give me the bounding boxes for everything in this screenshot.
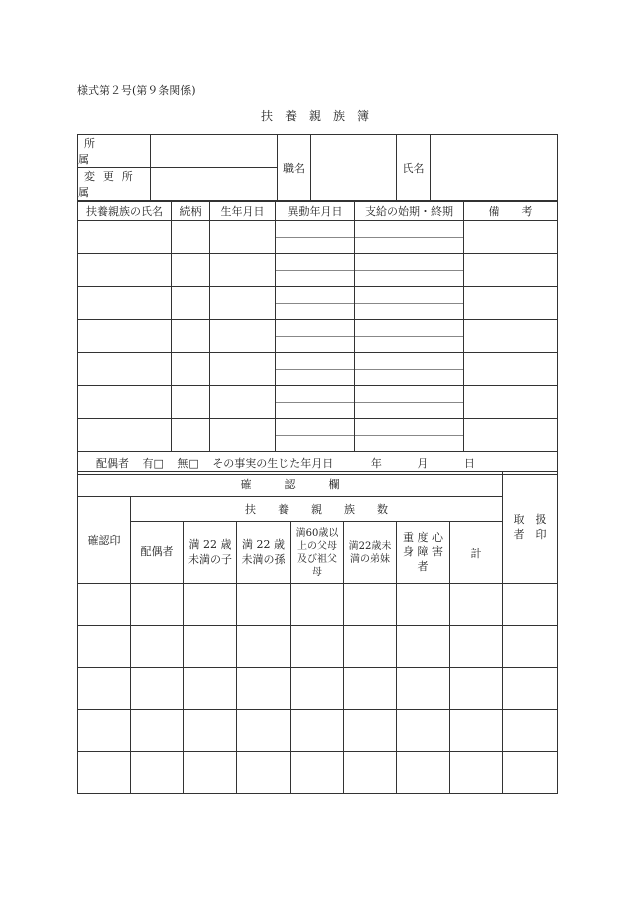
relationship-cell[interactable]	[172, 320, 210, 353]
dependent-name-cell[interactable]	[78, 254, 172, 287]
change-date-cell[interactable]	[276, 254, 355, 287]
relationship-cell[interactable]	[172, 386, 210, 419]
confirmation-cell[interactable]	[131, 752, 184, 794]
dotted-divider	[355, 287, 463, 304]
dependent-name-cell[interactable]	[78, 287, 172, 320]
form-title: 扶 養 親 族 簿	[260, 109, 369, 123]
dependent-name-cell[interactable]	[78, 419, 172, 452]
confirmation-cell[interactable]	[237, 668, 291, 710]
payment-period-cell[interactable]	[355, 320, 464, 353]
confirmation-cell[interactable]	[237, 584, 291, 626]
dependent-name-cell[interactable]	[78, 221, 172, 254]
spouse-label: 配偶者	[96, 457, 129, 470]
payment-period-cell[interactable]	[355, 287, 464, 320]
confirmation-cell[interactable]	[450, 584, 503, 626]
dotted-divider	[355, 254, 463, 271]
count-col-siblings: 満22歳未 満の弟妹	[344, 522, 397, 584]
confirmation-cell[interactable]	[78, 710, 131, 752]
dependent-row	[78, 386, 558, 419]
confirmation-cell[interactable]	[184, 626, 237, 668]
col-birth-date: 生年月日	[210, 202, 276, 221]
count-col-total: 計	[450, 522, 503, 584]
confirmation-cell[interactable]	[344, 710, 397, 752]
remarks-cell[interactable]	[464, 221, 558, 254]
confirmation-cell[interactable]	[450, 710, 503, 752]
birth-date-cell[interactable]	[210, 254, 276, 287]
job-title-field[interactable]	[311, 135, 397, 201]
count-header-row	[78, 522, 558, 584]
remarks-cell[interactable]	[464, 419, 558, 452]
payment-period-cell[interactable]	[355, 419, 464, 452]
relationship-cell[interactable]	[172, 254, 210, 287]
dotted-divider	[276, 320, 354, 337]
dependents-header-row	[78, 202, 558, 221]
remarks-cell[interactable]	[464, 287, 558, 320]
dependent-name-cell[interactable]	[78, 386, 172, 419]
confirmation-cell[interactable]	[184, 584, 237, 626]
birth-date-cell[interactable]	[210, 419, 276, 452]
confirmation-cell[interactable]	[237, 710, 291, 752]
change-date-cell[interactable]	[276, 287, 355, 320]
col-dependent-name: 扶養親族の氏名	[78, 202, 172, 221]
change-date-cell[interactable]	[276, 221, 355, 254]
count-col-parents: 満60歳以 上の父母 及び祖父 母	[291, 522, 344, 584]
confirmation-cell[interactable]	[450, 626, 503, 668]
payment-period-cell[interactable]	[355, 353, 464, 386]
confirmation-cell[interactable]	[291, 752, 344, 794]
confirmation-table	[77, 471, 558, 794]
remarks-cell[interactable]	[464, 254, 558, 287]
col-remarks: 備 考	[464, 202, 558, 221]
change-date-cell[interactable]	[276, 386, 355, 419]
confirmation-cell[interactable]	[450, 752, 503, 794]
handler-stamp-label: 取 扱 者 印	[503, 472, 558, 584]
birth-date-cell[interactable]	[210, 221, 276, 254]
confirmation-cell[interactable]	[78, 752, 131, 794]
job-title-label: 職名	[278, 135, 311, 201]
birth-date-cell[interactable]	[210, 320, 276, 353]
confirmation-row	[78, 668, 558, 710]
change-date-cell[interactable]	[276, 353, 355, 386]
birth-date-cell[interactable]	[210, 287, 276, 320]
dependents-table	[77, 201, 558, 475]
dotted-divider	[276, 419, 354, 436]
name-field[interactable]	[431, 135, 558, 201]
confirmation-cell[interactable]	[291, 584, 344, 626]
count-col-disabled: 重 度 心 身 障 害 者	[397, 522, 450, 584]
confirmation-cell[interactable]	[397, 752, 450, 794]
spouse-yes-checkbox[interactable]: 有□	[142, 457, 164, 470]
confirmation-cell[interactable]	[291, 668, 344, 710]
payment-period-cell[interactable]	[355, 254, 464, 287]
confirmation-cell[interactable]	[184, 668, 237, 710]
confirmation-cell[interactable]	[131, 710, 184, 752]
payment-period-cell[interactable]	[355, 221, 464, 254]
confirmation-row	[78, 752, 558, 794]
confirmation-cell[interactable]	[78, 626, 131, 668]
confirmation-cell[interactable]	[131, 668, 184, 710]
col-payment-period: 支給の始期・終期	[355, 202, 464, 221]
confirmation-row	[78, 626, 558, 668]
dependent-row	[78, 419, 558, 452]
confirmation-cell[interactable]	[291, 710, 344, 752]
confirmation-cell[interactable]	[344, 584, 397, 626]
count-col-grandchildren: 満 22 歳 未満の孫	[237, 522, 291, 584]
spouse-month-label: 月	[417, 457, 429, 470]
confirmation-cell[interactable]	[503, 668, 558, 710]
confirmation-cell[interactable]	[503, 752, 558, 794]
confirmation-cell[interactable]	[237, 752, 291, 794]
confirmation-row	[78, 710, 558, 752]
remarks-cell[interactable]	[464, 320, 558, 353]
confirmation-stamp-label: 確認印	[78, 497, 131, 584]
confirmation-cell[interactable]	[397, 584, 450, 626]
confirmation-cell[interactable]	[450, 668, 503, 710]
confirmation-cell[interactable]	[131, 584, 184, 626]
confirmation-cell[interactable]	[184, 710, 237, 752]
name-label: 氏名	[397, 135, 431, 201]
relationship-cell[interactable]	[172, 353, 210, 386]
change-date-cell[interactable]	[276, 320, 355, 353]
dependent-name-cell[interactable]	[78, 320, 172, 353]
changed-affiliation-field[interactable]	[151, 168, 278, 201]
col-change-date: 異動年月日	[276, 202, 355, 221]
affiliation-table	[77, 134, 558, 201]
relationship-cell[interactable]	[172, 221, 210, 254]
confirmation-cell[interactable]	[131, 626, 184, 668]
confirmation-cell[interactable]	[78, 584, 131, 626]
dependent-count-title: 扶 養 親 族 数	[131, 497, 503, 522]
dotted-divider	[355, 386, 463, 403]
spouse-year-label: 年	[370, 457, 382, 470]
count-col-children: 満 22 歳 未満の子	[184, 522, 237, 584]
dotted-divider	[355, 419, 463, 436]
confirmation-cell[interactable]	[397, 626, 450, 668]
affiliation-field[interactable]	[151, 135, 278, 168]
relationship-cell[interactable]	[172, 287, 210, 320]
col-relationship: 続柄	[172, 202, 210, 221]
dependent-row	[78, 221, 558, 254]
dotted-divider	[276, 254, 354, 271]
birth-date-cell[interactable]	[210, 386, 276, 419]
change-date-cell[interactable]	[276, 419, 355, 452]
confirmation-cell[interactable]	[344, 626, 397, 668]
confirmation-cell[interactable]	[237, 626, 291, 668]
dependent-row	[78, 353, 558, 386]
confirmation-row	[78, 584, 558, 626]
affiliation-label: 所 属	[78, 135, 151, 168]
spouse-date-label: その事実の生じた年月日	[212, 457, 334, 470]
count-col-spouse: 配偶者	[131, 522, 184, 584]
payment-period-cell[interactable]	[355, 386, 464, 419]
dotted-divider	[276, 353, 354, 370]
confirmation-cell[interactable]	[344, 668, 397, 710]
spouse-no-checkbox[interactable]: 無□	[177, 457, 199, 470]
confirmation-cell[interactable]	[344, 752, 397, 794]
dotted-divider	[355, 221, 463, 238]
dotted-divider	[355, 353, 463, 370]
confirmation-cell[interactable]	[78, 668, 131, 710]
spouse-day-label: 日	[463, 457, 475, 470]
confirmation-cell[interactable]	[184, 752, 237, 794]
birth-date-cell[interactable]	[210, 353, 276, 386]
dotted-divider	[276, 221, 354, 238]
confirmation-cell[interactable]	[503, 710, 558, 752]
changed-affiliation-label: 変 更 所 属	[78, 168, 151, 201]
remarks-cell[interactable]	[464, 386, 558, 419]
confirmation-cell[interactable]	[291, 626, 344, 668]
confirmation-cell[interactable]	[397, 668, 450, 710]
dotted-divider	[276, 386, 354, 403]
dependent-name-cell[interactable]	[78, 353, 172, 386]
confirmation-cell[interactable]	[503, 584, 558, 626]
confirmation-cell[interactable]	[397, 710, 450, 752]
remarks-cell[interactable]	[464, 353, 558, 386]
form-number-label: 様式第２号(第９条関係)	[77, 84, 196, 97]
dependent-row	[78, 320, 558, 353]
dependent-row	[78, 254, 558, 287]
confirmation-cell[interactable]	[503, 626, 558, 668]
dotted-divider	[276, 287, 354, 304]
relationship-cell[interactable]	[172, 419, 210, 452]
dependent-row	[78, 287, 558, 320]
dotted-divider	[355, 320, 463, 337]
confirmation-section-title: 確 認 欄	[78, 472, 503, 497]
